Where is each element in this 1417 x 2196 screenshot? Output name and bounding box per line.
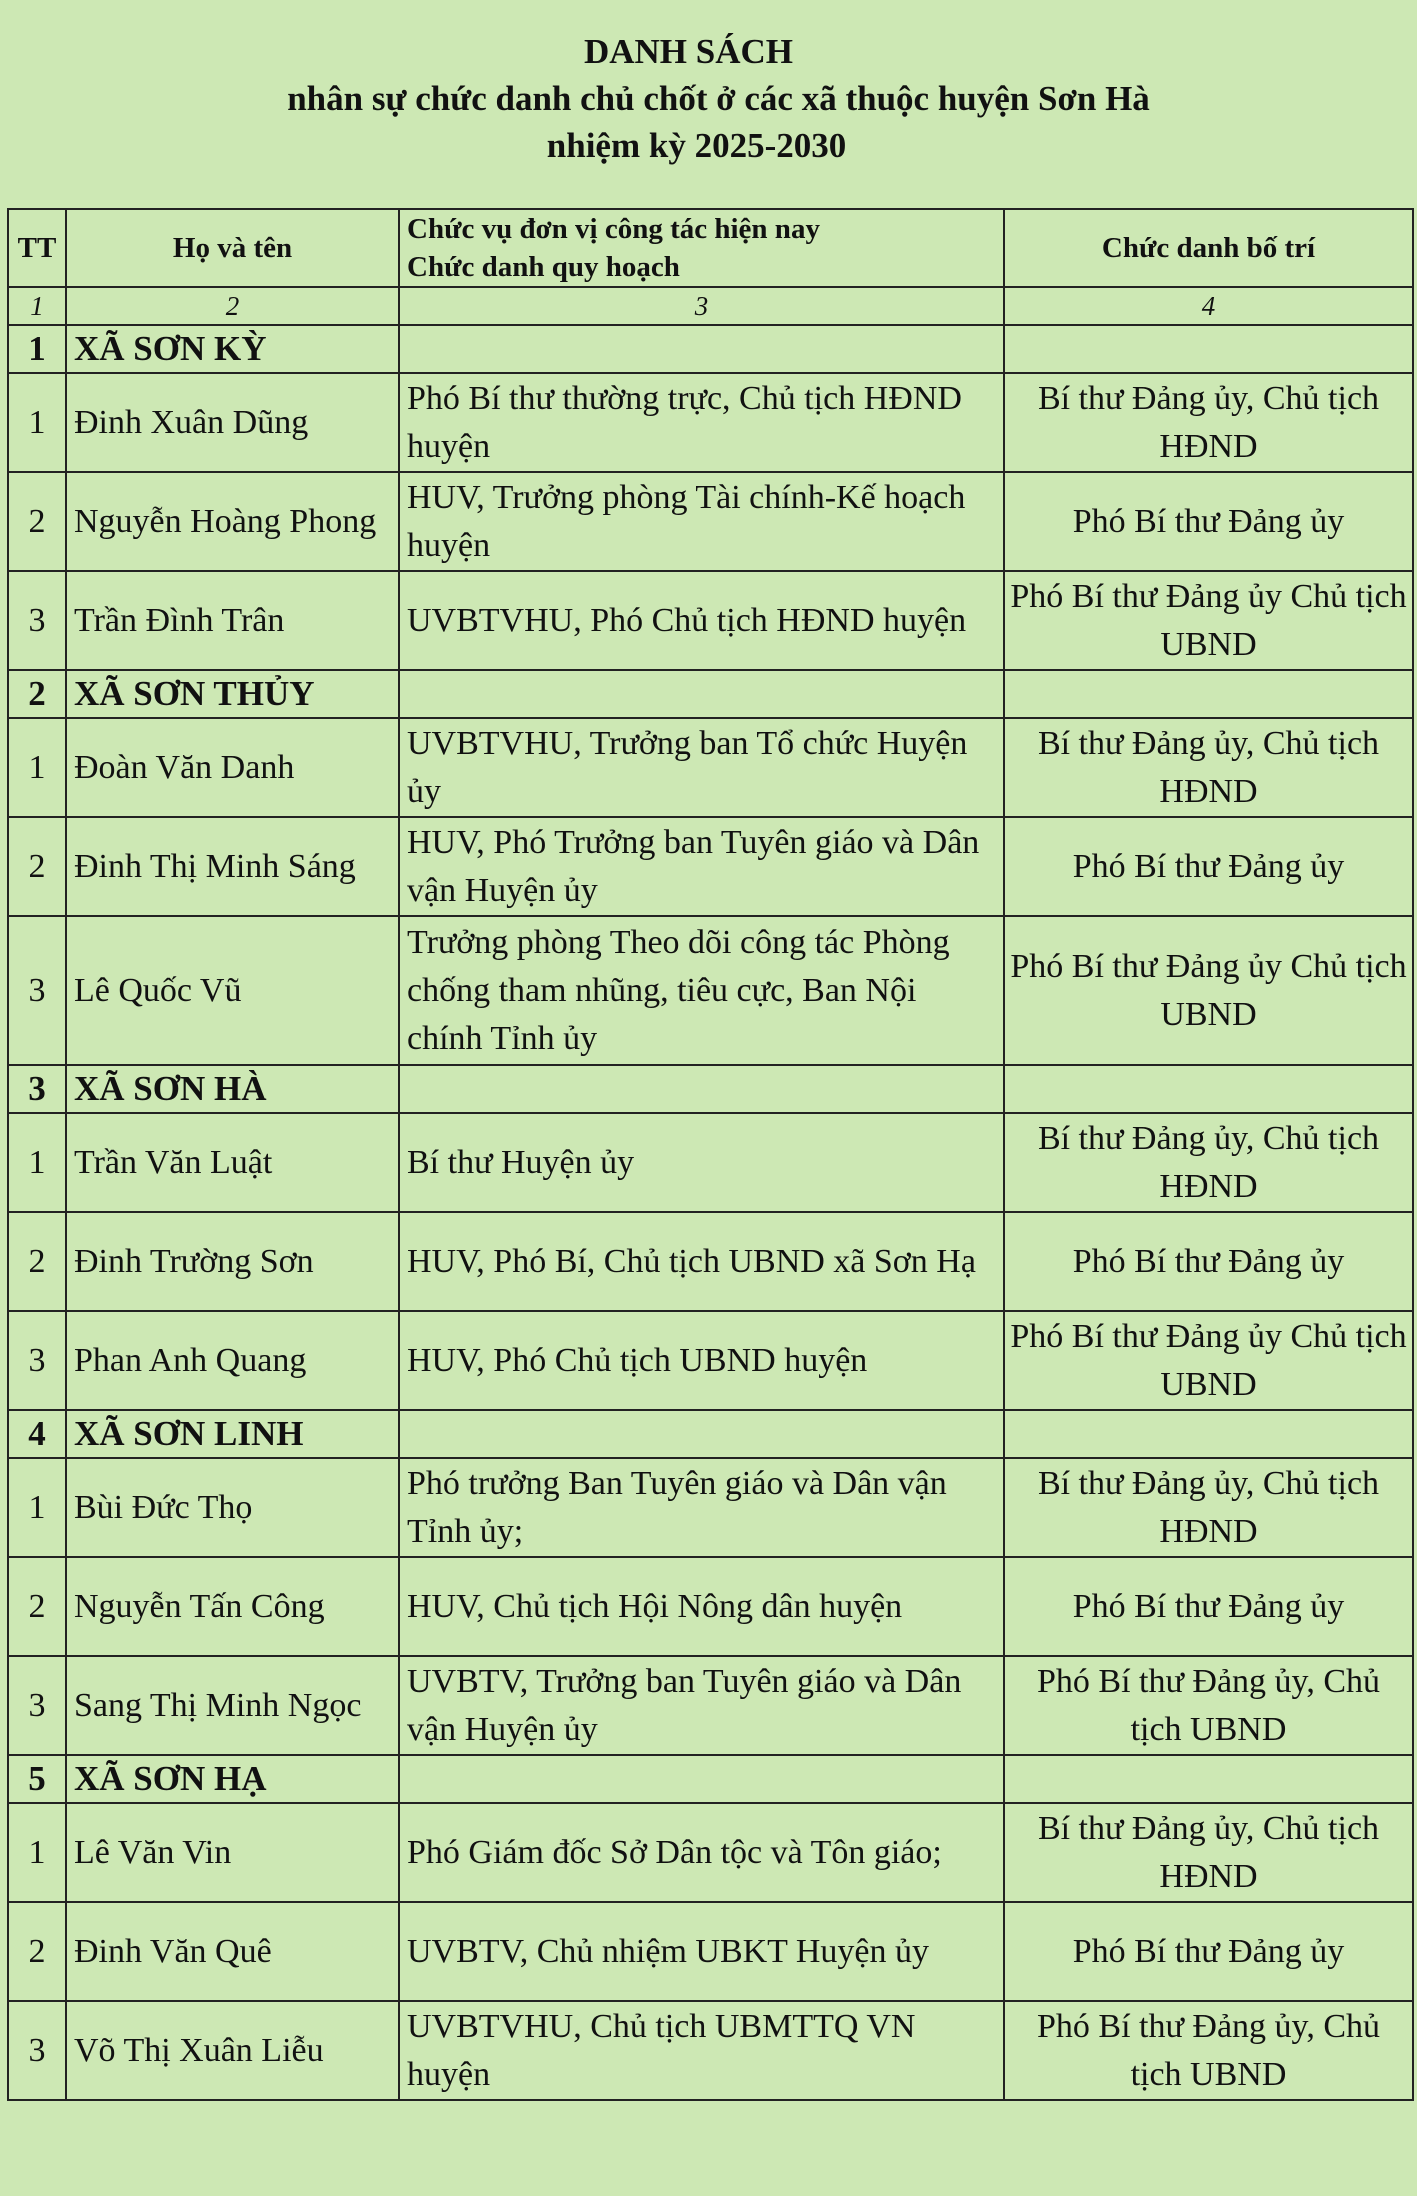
person-name: Đinh Thị Minh Sáng [66, 817, 399, 916]
column-index: 3 [399, 287, 1004, 325]
section-row [8, 670, 1413, 718]
document-title: DANH SÁCH [583, 32, 794, 71]
header-current-position [399, 209, 1004, 287]
table-row [8, 916, 1413, 1065]
section-name: XÃ SƠN HẠ [66, 1755, 399, 1803]
table-row [8, 1311, 1413, 1410]
person-name: Võ Thị Xuân Liễu [66, 2001, 399, 2100]
assigned-position: Phó Bí thư Đảng ủy [1004, 1557, 1413, 1656]
empty-cell [399, 1755, 1004, 1803]
person-name: Đinh Xuân Dũng [66, 373, 399, 472]
current-position: Phó trưởng Ban Tuyên giáo và Dân vận Tỉnh ủy; [399, 1458, 1004, 1557]
column-index: 4 [1004, 287, 1413, 325]
assigned-position: Bí thư Đảng ủy, Chủ tịch HĐND [1004, 718, 1413, 817]
empty-cell [1004, 1755, 1413, 1803]
assigned-position: Bí thư Đảng ủy, Chủ tịch HĐND [1004, 1458, 1413, 1557]
row-number: 2 [8, 1212, 66, 1311]
person-name: Phan Anh Quang [66, 1311, 399, 1410]
row-number: 3 [8, 2001, 66, 2100]
assigned-position: Phó Bí thư Đảng ủy Chủ tịch UBND [1004, 1311, 1413, 1410]
empty-cell [1004, 1410, 1413, 1458]
person-name: Đinh Trường Sơn [66, 1212, 399, 1311]
column-index: 1 [8, 287, 66, 325]
table-row [8, 472, 1413, 571]
row-number: 1 [8, 718, 66, 817]
section-name: XÃ SƠN HÀ [66, 1065, 399, 1113]
section-row [8, 1410, 1413, 1458]
document-term: nhiệm kỳ 2025-2030 [546, 126, 847, 165]
header-name: Họ và tên [66, 209, 399, 287]
assigned-position: Bí thư Đảng ủy, Chủ tịch HĐND [1004, 1113, 1413, 1212]
person-name: Lê Văn Vin [66, 1803, 399, 1902]
person-name: Đoàn Văn Danh [66, 718, 399, 817]
table-row [8, 718, 1413, 817]
row-number: 3 [8, 1311, 66, 1410]
row-number: 1 [8, 373, 66, 472]
assigned-position: Phó Bí thư Đảng ủy [1004, 1212, 1413, 1311]
person-name: Bùi Đức Thọ [66, 1458, 399, 1557]
table-row [8, 1113, 1413, 1212]
header-tt: TT [8, 209, 66, 287]
section-number: 5 [8, 1755, 66, 1803]
empty-cell [399, 325, 1004, 373]
table-row [8, 1458, 1413, 1557]
empty-cell [399, 1410, 1004, 1458]
current-position: UVBTVHU, Phó Chủ tịch HĐND huyện [399, 571, 1004, 670]
person-name: Nguyễn Hoàng Phong [66, 472, 399, 571]
table-row [8, 1902, 1413, 2001]
empty-cell [1004, 1065, 1413, 1113]
section-number: 4 [8, 1410, 66, 1458]
person-name: Trần Văn Luật [66, 1113, 399, 1212]
column-index-row [8, 287, 1413, 325]
row-number: 2 [8, 1902, 66, 2001]
current-position: HUV, Phó Trưởng ban Tuyên giáo và Dân vận Huyện ủy [399, 817, 1004, 916]
current-position: Phó Bí thư thường trực, Chủ tịch HĐND huyện [399, 373, 1004, 472]
header-assigned: Chức danh bố trí [1004, 209, 1413, 287]
row-number: 1 [8, 1458, 66, 1557]
row-number: 2 [8, 1557, 66, 1656]
table-header-row [8, 209, 1413, 287]
section-number: 1 [8, 325, 66, 373]
row-number: 3 [8, 1656, 66, 1755]
assigned-position: Phó Bí thư Đảng ủy Chủ tịch UBND [1004, 571, 1413, 670]
assigned-position: Phó Bí thư Đảng ủy [1004, 817, 1413, 916]
current-position: HUV, Phó Chủ tịch UBND huyện [399, 1311, 1004, 1410]
personnel-table [7, 208, 1414, 2101]
column-index: 2 [66, 287, 399, 325]
section-row [8, 1755, 1413, 1803]
table-row [8, 1803, 1413, 1902]
assigned-position: Bí thư Đảng ủy, Chủ tịch HĐND [1004, 1803, 1413, 1902]
current-position: UVBTVHU, Chủ tịch UBMTTQ VN huyện [399, 2001, 1004, 2100]
person-name: Trần Đình Trân [66, 571, 399, 670]
section-name: XÃ SƠN LINH [66, 1410, 399, 1458]
section-row [8, 325, 1413, 373]
assigned-position: Bí thư Đảng ủy, Chủ tịch HĐND [1004, 373, 1413, 472]
assigned-position: Phó Bí thư Đảng ủy [1004, 1902, 1413, 2001]
empty-cell [399, 670, 1004, 718]
table-row [8, 1656, 1413, 1755]
section-row [8, 1065, 1413, 1113]
current-position: UVBTVHU, Trưởng ban Tổ chức Huyện ủy [399, 718, 1004, 817]
person-name: Sang Thị Minh Ngọc [66, 1656, 399, 1755]
row-number: 1 [8, 1803, 66, 1902]
person-name: Đinh Văn Quê [66, 1902, 399, 2001]
section-number: 2 [8, 670, 66, 718]
current-position: Bí thư Huyện ủy [399, 1113, 1004, 1212]
table-row [8, 571, 1413, 670]
empty-cell [1004, 670, 1413, 718]
assigned-position: Phó Bí thư Đảng ủy [1004, 472, 1413, 571]
empty-cell [1004, 325, 1413, 373]
row-number: 1 [8, 1113, 66, 1212]
person-name: Lê Quốc Vũ [66, 916, 399, 1065]
row-number: 3 [8, 916, 66, 1065]
current-position: HUV, Trưởng phòng Tài chính-Kế hoạch huyện [399, 472, 1004, 571]
current-position: UVBTV, Chủ nhiệm UBKT Huyện ủy [399, 1902, 1004, 2001]
header-current-line1: Chức vụ đơn vị công tác hiện nay [407, 213, 820, 245]
row-number: 2 [8, 817, 66, 916]
section-name: XÃ SƠN THỦY [66, 670, 399, 718]
table-row [8, 817, 1413, 916]
row-number: 2 [8, 472, 66, 571]
table-row [8, 2001, 1413, 2100]
document-heading [0, 28, 1417, 169]
current-position: UVBTV, Trưởng ban Tuyên giáo và Dân vận Huyện ủy [399, 1656, 1004, 1755]
section-number: 3 [8, 1065, 66, 1113]
assigned-position: Phó Bí thư Đảng ủy, Chủ tịch UBND [1004, 2001, 1413, 2100]
section-name: XÃ SƠN KỲ [66, 325, 399, 373]
assigned-position: Phó Bí thư Đảng ủy, Chủ tịch UBND [1004, 1656, 1413, 1755]
current-position: Phó Giám đốc Sở Dân tộc và Tôn giáo; [399, 1803, 1004, 1902]
table-row [8, 1212, 1413, 1311]
assigned-position: Phó Bí thư Đảng ủy Chủ tịch UBND [1004, 916, 1413, 1065]
header-current-line2: Chức danh quy hoạch [407, 251, 680, 283]
row-number: 3 [8, 571, 66, 670]
person-name: Nguyễn Tấn Công [66, 1557, 399, 1656]
current-position: HUV, Phó Bí, Chủ tịch UBND xã Sơn Hạ [399, 1212, 1004, 1311]
table-row [8, 1557, 1413, 1656]
current-position: Trưởng phòng Theo dõi công tác Phòng chống tham nhũng, tiêu cực, Ban Nội chính Tỉnh ủy [399, 916, 1004, 1065]
document-subtitle: nhân sự chức danh chủ chốt ở các xã thuộc huyện Sơn Hà [287, 79, 1150, 118]
table-row [8, 373, 1413, 472]
current-position: HUV, Chủ tịch Hội Nông dân huyện [399, 1557, 1004, 1656]
empty-cell [399, 1065, 1004, 1113]
